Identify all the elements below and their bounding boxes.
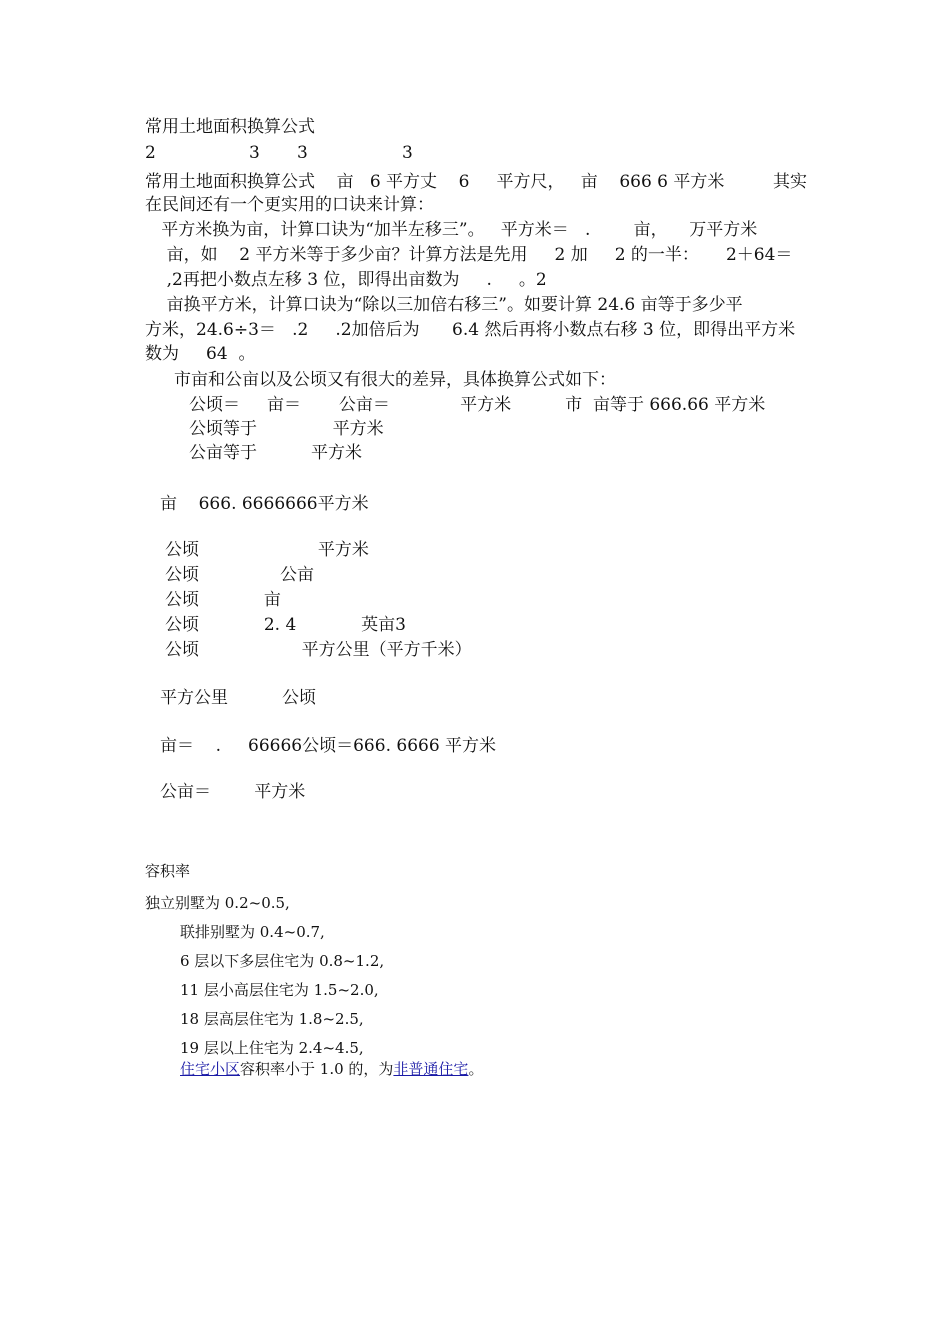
mu-to-sqm: 亩 666. 6666666平方米 xyxy=(160,494,369,514)
far-last-end: 。 xyxy=(468,1060,484,1078)
far-item-4: 11 层小高层住宅为 1.5~2.0, xyxy=(180,981,379,999)
far-last-text: 容积率小于 1.0 的，为 xyxy=(240,1060,394,1078)
conversion-line-1: 公顷＝ 亩＝ 公亩＝ 平方米 市 亩等于 666.66 平方米 xyxy=(189,395,766,415)
far-item-2: 联排别墅为 0.4~0.7, xyxy=(180,923,325,941)
para3-line3: 数为 64 。 xyxy=(145,344,256,364)
conversion-line-2: 公顷等于 平方米 xyxy=(189,419,384,439)
mu-hectare-line: 亩＝ . 66666公顷＝666. 6666 平方米 xyxy=(160,736,497,756)
far-item-1: 独立别墅为 0.2~0.5, xyxy=(145,894,290,912)
superscript-3a: 3 xyxy=(249,143,260,163)
far-item-3: 6 层以下多层住宅为 0.8~1.2, xyxy=(180,952,385,970)
doc-title: 常用土地面积换算公式 xyxy=(145,117,315,137)
superscript-3c: 3 xyxy=(402,143,413,163)
para1-line1: 常用土地面积换算公式 亩 6 平方丈 6 平方尺， 亩 666 6 平方米 其实 xyxy=(145,172,808,192)
hectare-line-2: 公顷 公亩 xyxy=(165,565,315,585)
para3-line2: 方米，24.6÷3＝ .2 .2加倍后为 6.4 然后再将小数点右移 3 位，即得出平方米 xyxy=(145,320,796,340)
superscript-2: 2 xyxy=(145,143,156,163)
far-item-6: 19 层以上住宅为 2.4~4.5, xyxy=(180,1039,364,1057)
hectare-line-4: 公顷 2. 4 英亩3 xyxy=(165,615,406,635)
far-item-5: 18 层高层住宅为 1.8~2.5, xyxy=(180,1010,364,1028)
hectare-line-5: 公顷 平方公里（平方千米） xyxy=(165,640,472,660)
para2-line3: ,2再把小数点左移 3 位，即得出亩数为 . 。2 xyxy=(145,270,547,290)
hectare-line-3: 公顷 亩 xyxy=(165,590,281,610)
para2-line2: 亩，如 2 平方米等于多少亩？计算方法是先用 2 加 2 的一半： 2＋64＝ xyxy=(145,245,793,265)
para2-line1: 平方米换为亩，计算口诀为“加半左移三”。 平方米＝ . 亩， 万平方米 xyxy=(145,220,758,240)
para3-line1: 亩换平方米，计算口诀为“除以三加倍右移三”。如要计算 24.6 亩等于多少平 xyxy=(145,295,743,315)
superscript-3b: 3 xyxy=(297,143,308,163)
para1-line2: 在民间还有一个更实用的口诀来计算： xyxy=(145,195,434,215)
far-heading: 容积率 xyxy=(145,862,191,880)
residential-area-link[interactable]: 住宅小区 xyxy=(180,1060,241,1078)
far-last-line xyxy=(180,1058,483,1080)
gongmu-line: 公亩＝ 平方米 xyxy=(160,782,306,802)
non-ordinary-housing-link[interactable]: 非普通住宅 xyxy=(393,1060,469,1078)
sqkm-line: 平方公里 公顷 xyxy=(160,688,317,708)
para4-intro: 市亩和公亩以及公顷又有很大的差异，具体换算公式如下： xyxy=(174,370,616,390)
hectare-line-1: 公顷 平方米 xyxy=(165,540,369,560)
conversion-line-3: 公亩等于 平方米 xyxy=(189,443,363,463)
